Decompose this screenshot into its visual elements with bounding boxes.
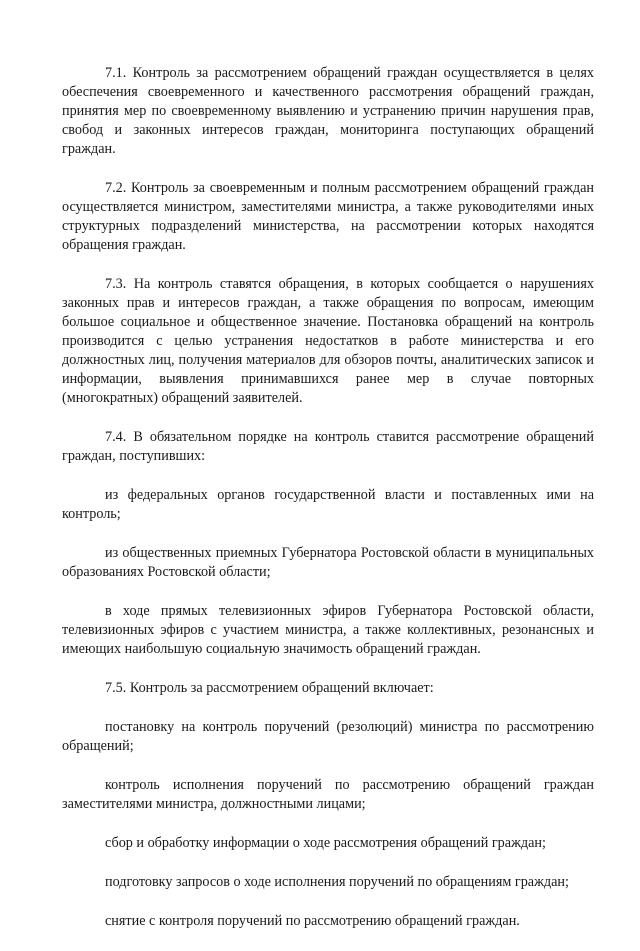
list-item-federal-organs: из федеральных органов государственной власти и поставленных ими на контроль;: [62, 487, 594, 522]
list-item-information-collection: сбор и обработку информации о ходе рассмотрения обращений граждан;: [105, 835, 546, 851]
paragraph-7-1: 7.1. Контроль за рассмотрением обращений граждан осуществляется в целях обеспечения своевременного и качественного рассмотрения обращений граждан, принятия мер по своевременному выявлению и устранению причин нарушения прав, свобод и законных интересов граждан, мониторинга поступающих обращений граждан.: [62, 65, 594, 157]
paragraph-7-3: 7.3. На контроль ставятся обращения, в которых сообщается о нарушениях законных прав и интересов граждан, а также обращения по вопросам, имеющим большое социальное и общественное значение. Постановка обращений на контроль производится с целью устранения недостатков в работе министерства и его должностных лиц, получения материалов для обзоров почты, аналитических записок и информации, выявления принимавшихся ранее мер в случае повторных (многократных) обращений заявителей.: [62, 276, 594, 406]
list-item-execution-control: контроль исполнения поручений по рассмотрению обращений граждан заместителями министра, должностными лицами;: [62, 777, 594, 812]
paragraph-7-5: 7.5. Контроль за рассмотрением обращений включает:: [105, 680, 434, 696]
document-page: [62, 64, 594, 951]
list-item-public-reception: из общественных приемных Губернатора Ростовской области в муниципальных образованиях Ростовской области;: [62, 545, 594, 580]
paragraph-7-2: 7.2. Контроль за своевременным и полным рассмотрением обращений граждан осуществляется министром, заместителями министра, а также руководителями иных структурных подразделений министерства, на рассмотрении которых находятся обращения граждан.: [62, 180, 594, 253]
list-item-placing-on-control: постановку на контроль поручений (резолюций) министра по рассмотрению обращений;: [62, 719, 594, 754]
list-item-requests-preparation: подготовку запросов о ходе исполнения поручений по обращениям граждан;: [105, 874, 569, 890]
list-item-tv-broadcasts: в ходе прямых телевизионных эфиров Губернатора Ростовской области, телевизионных эфиров с участием министра, а также коллективных, резонансных и имеющих наибольшую социальную значимость обращений граждан.: [62, 603, 594, 657]
paragraph-7-4: 7.4. В обязательном порядке на контроль ставится рассмотрение обращений граждан, поступивших:: [62, 429, 594, 464]
list-item-removal-from-control: снятие с контроля поручений по рассмотрению обращений граждан.: [105, 913, 520, 929]
